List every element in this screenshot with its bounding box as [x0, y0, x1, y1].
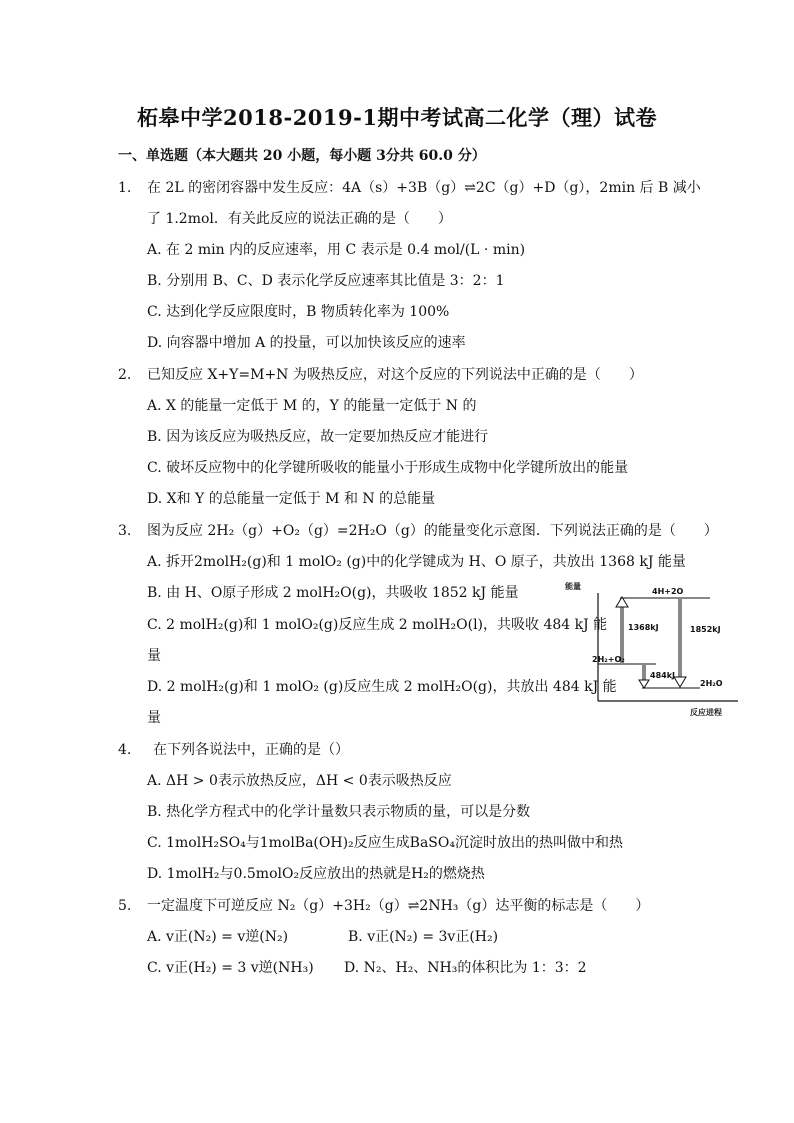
section-heading: 一、单选题（本大题共 20 小题，每小题 3分共 60.0 分）: [118, 148, 486, 164]
question-1-text-cont: 了 1.2mol．有关此反应的说法正确的是（ ）: [147, 211, 452, 227]
question-3-option-a: A. 拆开2molH₂(g)和 1 molO₂ (g)中的化学键成为 H、O 原子，共放出 1368 kJ 能量: [147, 554, 686, 570]
diagram-arrow-small-label: 484kJ: [650, 671, 675, 680]
question-1-number: 1.: [118, 180, 132, 196]
diagram-arrow-up-label: 1368kJ: [628, 623, 659, 632]
question-5-number: 5.: [118, 898, 132, 914]
question-1-option-b: B. 分别用 B、C、D 表示化学反应速率其比值是 3：2：1: [147, 273, 505, 289]
question-5-option-d: D. N₂、H₂、NH₃的体积比为 1：3：2: [344, 960, 587, 976]
diagram-y-axis-label: 能量: [565, 582, 581, 591]
question-5-option-a: A. v正(N₂) = v逆(N₂): [147, 929, 289, 945]
question-3-option-c-cont: 量: [147, 648, 161, 664]
question-5-text: 一定温度下可逆反应 N₂（g）+3H₂（g）⇌2NH₃（g）达平衡的标志是（ ）: [147, 898, 650, 914]
diagram-level-mid: 2H₂+O₂: [592, 655, 625, 664]
diagram-level-top: 4H+2O: [652, 587, 684, 596]
diagram-level-bottom: 2H₂O: [700, 679, 723, 688]
question-5-option-b: B. v正(N₂) = 3v正(H₂): [348, 929, 499, 945]
question-4-option-a: A. ΔH > 0表示放热反应，ΔH < 0表示吸热反应: [147, 773, 452, 789]
question-1-option-c: C. 达到化学反应限度时，B 物质转化率为 100%: [147, 304, 450, 320]
question-1-option-d: D. 向容器中增加 A 的投量，可以加快该反应的速率: [147, 335, 466, 351]
question-4-option-c: C. 1molH₂SO₄与1molBa(OH)₂反应生成BaSO₄沉淀时放出的热叫做中和热: [147, 835, 623, 851]
question-2-option-d: D. X和 Y 的总能量一定低于 M 和 N 的总能量: [147, 491, 436, 507]
question-3-text: 图为反应 2H₂（g）+O₂（g）=2H₂O（g）的能量变化示意图．下列说法正确的是（ ）: [147, 523, 718, 539]
question-3-option-d: D. 2 molH₂(g)和 1 molO₂ (g)反应生成 2 molH₂O(g)，共放出 484 kJ 能: [147, 679, 617, 695]
question-4-option-b: B. 热化学方程式中的化学计量数只表示物质的量，可以是分数: [147, 804, 531, 820]
question-4-option-d: D. 1molH₂与0.5molO₂反应放出的热就是H₂的燃烧热: [147, 866, 485, 882]
diagram-arrow-down-label: 1852kJ: [690, 625, 721, 634]
question-4-text: 在下列各说法中，正确的是（）: [153, 742, 349, 758]
question-3-option-b: B. 由 H、O原子形成 2 molH₂O(g)，共吸收 1852 kJ 能量: [147, 585, 519, 601]
question-5-option-c: C. v正(H₂) = 3 v逆(NH₃): [147, 960, 314, 976]
diagram-x-axis-label: 反应进程: [690, 708, 722, 717]
energy-diagram-graphic: [560, 575, 740, 725]
energy-diagram: [560, 575, 740, 725]
question-1-text: 在 2L 的密闭容器中发生反应：4A（s）+3B（g）⇌2C（g）+D（g），2min 后 B 减小: [147, 180, 701, 196]
question-2-option-b: B. 因为该反应为吸热反应，故一定要加热反应才能进行: [147, 429, 489, 445]
question-2-option-a: A. X 的能量一定低于 M 的，Y 的能量一定低于 N 的: [147, 398, 477, 414]
question-2-option-c: C. 破坏反应物中的化学键所吸收的能量小于形成生成物中化学键所放出的能量: [147, 460, 629, 476]
question-3-option-d-cont: 量: [147, 710, 161, 726]
question-4-number: 4.: [118, 742, 132, 758]
question-2-number: 2.: [118, 367, 132, 383]
page-title: 柘皋中学2018-2019-1期中考试高二化学（理）试卷: [137, 105, 657, 130]
question-3-option-c: C. 2 molH₂(g)和 1 molO₂(g)反应生成 2 molH₂O(l)，共吸收 484 kJ 能: [147, 617, 608, 633]
question-3-number: 3.: [118, 523, 132, 539]
question-1-option-a: A. 在 2 min 内的反应速率，用 C 表示是 0.4 mol/(L · min): [147, 242, 526, 258]
question-2-text: 已知反应 X+Y=M+N 为吸热反应，对这个反应的下列说法中正确的是（ ）: [147, 367, 643, 383]
